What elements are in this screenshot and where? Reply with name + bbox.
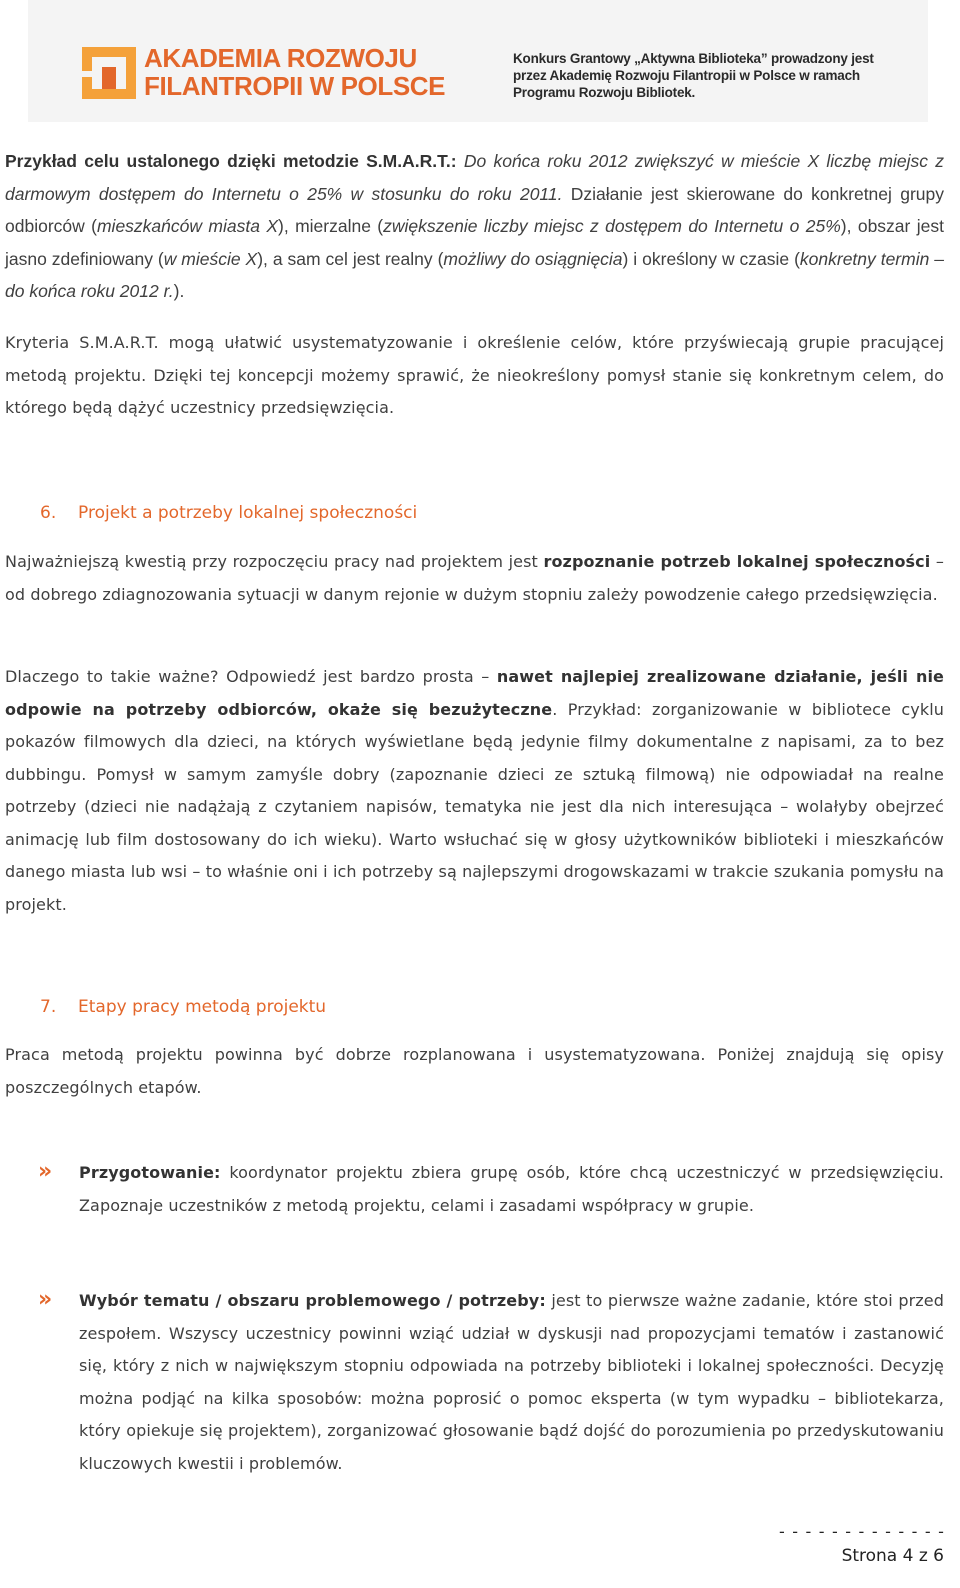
bullet-marker-icon: »	[38, 1159, 53, 1184]
grant-note	[513, 50, 923, 101]
bullet-label: Wybór tematu / obszaru problemowego / potrzeby:	[79, 1291, 546, 1310]
bold-span: rozpoznanie potrzeb lokalnej społeczności	[543, 552, 931, 571]
text-span: ), obszar jest jasno zdefiniowany (	[5, 216, 944, 269]
text-span: . Przykład: zorganizowanie w bibliotece cyklu pokazów filmowych dla dzieci, na których wyświetlane będą jedynie filmy dokumentalne z napisami, za to bez dubbingu. Pomysł w samym zamyśle dobry (zapoznanie dzieci ze sztuką filmową) nie odpowiadał na realne potrzeby (dzieci nie nadążają z czytaniem napisów, tematyka nie jest dla nich interesująca – wolałyby obejrzeć animację lub film dostosowany do ich wieku). Warto wsłuchać się w głosy użytkowników biblioteki i mieszkańców danego miasta lub wsi – to właśnie oni i ich potrzeby są najlepszymi drogowskazami w trakcie szukania pomysłu na projekt.	[5, 699, 944, 914]
grant-note-line-3: Programu Rozwoju Bibliotek.	[513, 85, 696, 100]
italic-span: możliwy do osiągnięcia	[443, 248, 623, 269]
italic-span: w mieście X	[163, 248, 258, 269]
bullet-marker-icon: »	[38, 1287, 53, 1312]
section-6-number: 6.	[40, 503, 57, 523]
bullet-item-preparation	[79, 1157, 944, 1222]
logo-line-1: AKADEMIA ROZWOJU	[144, 43, 417, 73]
stages-intro-paragraph: Praca metodą projektu powinna być dobrze rozplanowana i usystematyzowana. Poniżej znajdują się opisy poszczególnych etapów.	[5, 1045, 944, 1097]
bullet-text: jest to pierwsze ważne zadanie, które stoi przed zespołem. Wszyscy uczestnicy powinni wziąć udział w dyskusji nad propozycjami tematów i zastanowić się, który z nich w największym stopniu odpowiada na potrzeby biblioteki i lokalnej społeczności. Decyzję można podjąć na kilka sposobów: można poprosić o pomoc eksperta (w tym wypadku – bibliotekarza, który opiekuje się projektem), zorganizować głosowanie bądź dojść do porozumienia po przedyskutowaniu kluczowych kwestii i problemów.	[79, 1291, 944, 1473]
text-span: Działanie jest skierowane do konkretnej grupy odbiorców (	[5, 183, 944, 236]
local-needs-paragraph	[5, 546, 944, 611]
bullet-text: koordynator projektu zbiera grupę osób, które chcą uczestniczyć w przedsięwzięciu. Zapoznaje uczestników z metodą projektu, celami i zasadami współpracy w grupie.	[79, 1163, 944, 1215]
text-span: Najważniejszą kwestią przy rozpoczęciu pracy nad projektem jest	[5, 552, 544, 571]
text-span: ), a sam cel jest realny (	[257, 248, 444, 269]
section-6-heading	[40, 501, 417, 525]
smart-example-lead: Przykład celu ustalonego dzięki metodzie S.M.A.R.T.:	[5, 151, 457, 171]
section-7-heading	[40, 995, 326, 1019]
logo-line-2: FILANTROPII W POLSCE	[144, 71, 446, 101]
bullet-label: Przygotowanie:	[79, 1163, 221, 1182]
grant-note-line-1: Konkurs Grantowy „Aktywna Biblioteka” prowadzony jest	[513, 51, 874, 66]
smart-example-paragraph	[5, 145, 944, 308]
footer-divider: - - - - - - - - - - - - -	[779, 1522, 946, 1541]
section-7-number: 7.	[40, 997, 57, 1017]
text-span: – od dobrego zdiagnozowania sytuacji w danym rejonie w dużym stopniu zależy powodzenie całego przedsięwzięcia.	[5, 552, 944, 604]
smart-criteria-paragraph: Kryteria S.M.A.R.T. mogą ułatwić usystematyzowanie i określenie celów, które przyświecają grupie pracującej metodą projektu. Dzięki tej koncepcji możemy sprawić, że nieokreślony pomysł stanie się konkretnym celem, do którego będą dążyć uczestnicy przedsięwzięcia.	[5, 333, 944, 417]
text-span: Dlaczego to takie ważne? Odpowiedź jest bardzo prosta –	[5, 667, 497, 686]
logo-wordmark	[144, 44, 445, 100]
document-header	[28, 0, 928, 122]
italic-span: zwiększenie liczby miejsc z dostępem do Internetu o 25%	[383, 216, 841, 236]
bold-span: nawet najlepiej zrealizowane działanie, jeśli nie odpowie na potrzeby odbiorców, okaże się bezużyteczne	[5, 667, 944, 719]
section-6-title: Projekt a potrzeby lokalnej społeczności	[78, 503, 418, 523]
section-7-title: Etapy pracy metodą projektu	[78, 997, 327, 1017]
grant-note-line-2: przez Akademię Rozwoju Filantropii w Polsce w ramach	[513, 68, 860, 83]
text-span: ) i określony w czasie (	[622, 248, 800, 269]
bullet-item-topic-choice	[79, 1285, 944, 1480]
akademia-logo-icon	[82, 47, 136, 99]
italic-span: mieszkańców miasta X	[96, 216, 278, 236]
akademia-logo	[82, 44, 482, 104]
why-important-paragraph	[5, 661, 944, 921]
text-span: ).	[173, 281, 185, 301]
text-span: ), mierzalne (	[278, 216, 384, 236]
page-number: Strona 4 z 6	[841, 1546, 944, 1566]
smart-example-goal: Do końca roku 2012 zwiększyć w mieście X liczbę miejsc z darmowym dostępem do Internetu o 25% w stosunku do roku 2011.	[5, 151, 944, 204]
italic-span: konkretny termin – do końca roku 2012 r.	[5, 248, 945, 301]
